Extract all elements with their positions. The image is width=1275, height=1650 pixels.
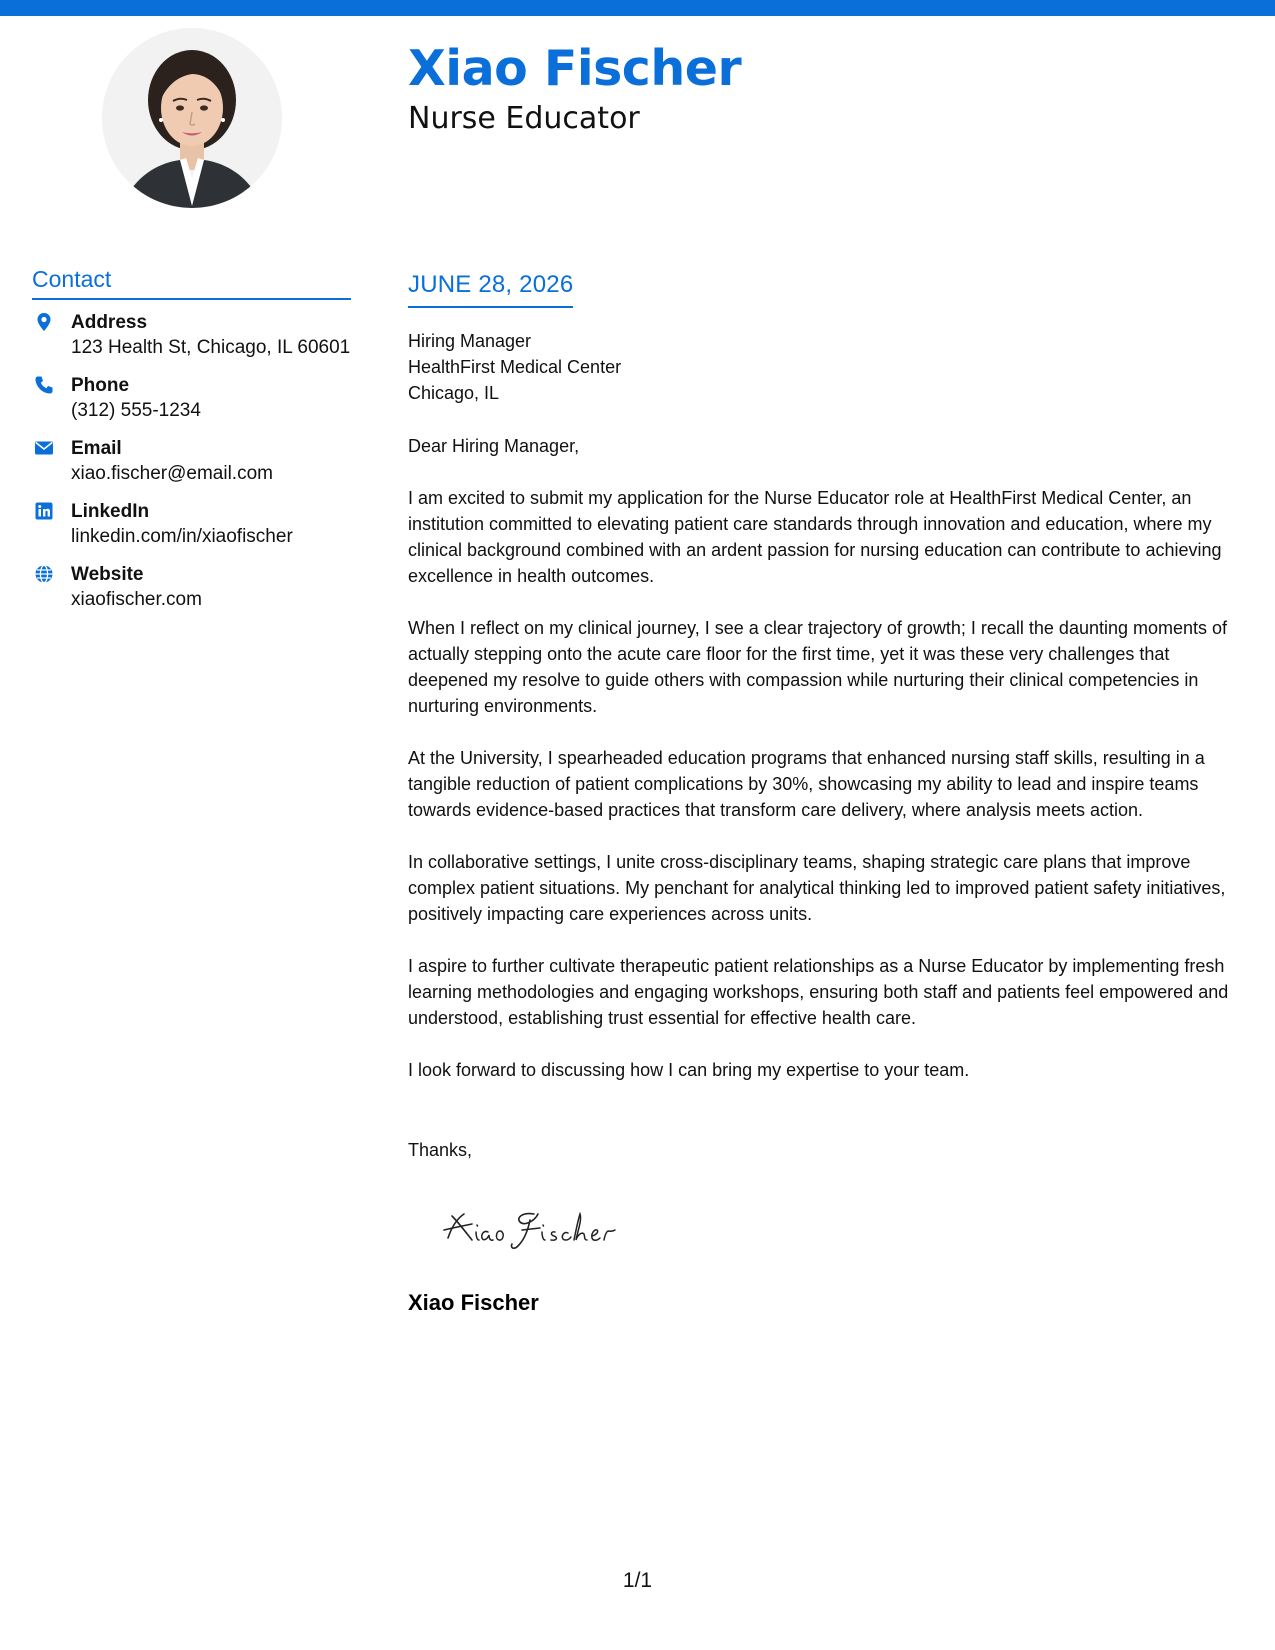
phone-label: Phone <box>71 375 130 396</box>
body-paragraph: I aspire to further cultivate therapeutic patient relationships as a Nurse Educator by implementing fresh learning methodologies and engaging workshops, ensuring both staff and patients feel empowered and understood, establishing trust essential for effective health care. <box>408 956 1229 1028</box>
contact-heading: Contact <box>32 266 351 300</box>
linkedin-value: linkedin.com/in/xiaofischer <box>71 526 293 547</box>
top-accent-bar <box>0 0 1275 16</box>
linkedin-label: LinkedIn <box>71 501 150 522</box>
address-value: 123 Health St, Chicago, IL 60601 <box>71 337 351 358</box>
phone-value: (312) 555-1234 <box>71 400 201 421</box>
phone-icon <box>34 375 54 395</box>
letter-date: JUNE 28, 2026 <box>408 270 573 308</box>
handwritten-signature <box>442 1200 642 1260</box>
email-icon <box>34 438 54 458</box>
body-paragraph: I am excited to submit my application for the Nurse Educator role at HealthFirst Medical Center, an institution committed to elevating patient care standards through innovation and education, where my clinical background combined with an ardent passion for nursing education can contribute to achieving excellence in health outcomes. <box>408 488 1222 586</box>
map-pin-icon <box>34 312 54 332</box>
job-title: Nurse Educator <box>408 101 640 136</box>
closing: Thanks, <box>408 1140 473 1160</box>
body-paragraph: I look forward to discussing how I can bring my expertise to your team. <box>408 1060 970 1080</box>
globe-icon <box>34 564 54 584</box>
candidate-name: Xiao Fischer <box>408 40 742 97</box>
contact-list <box>32 311 362 626</box>
recipient-block <box>408 328 1248 406</box>
email-label: Email <box>71 438 122 459</box>
body-paragraph: At the University, I spearheaded education programs that enhanced nursing staff skills, resulting in a tangible reduction of patient complications by 30%, showcasing my ability to lead and inspire teams towards evidence-based practices that transform care delivery, where analysis meets action. <box>408 748 1205 820</box>
address-label: Address <box>71 312 148 333</box>
letter-body <box>408 270 1248 1163</box>
contact-address <box>32 311 362 374</box>
profile-photo <box>102 28 282 208</box>
page-number: 1/1 <box>622 1569 653 1592</box>
website-value: xiaofischer.com <box>71 589 202 610</box>
linkedin-icon <box>34 501 54 521</box>
email-value: xiao.fischer@email.com <box>71 463 273 484</box>
contact-email <box>32 437 362 500</box>
recipient-line: Chicago, IL <box>408 383 500 403</box>
recipient-line: Hiring Manager <box>408 331 532 351</box>
contact-linkedin <box>32 500 362 563</box>
contact-website <box>32 563 362 626</box>
body-paragraph: In collaborative settings, I unite cross-disciplinary teams, shaping strategic care plans that improve complex patient situations. My penchant for analytical thinking led to improved patient safety initiatives, positively impacting care experiences across units. <box>408 852 1226 924</box>
recipient-line: HealthFirst Medical Center <box>408 357 622 377</box>
contact-phone <box>32 374 362 437</box>
website-label: Website <box>71 564 144 585</box>
body-paragraph: When I reflect on my clinical journey, I see a clear trajectory of growth; I recall the daunting moments of actually stepping onto the acute care floor for the first time, yet it was these very challenges that deepened my resolve to guide others with compassion while nurturing their clinical competencies in nurturing environments. <box>408 618 1228 716</box>
salutation: Dear Hiring Manager, <box>408 436 580 456</box>
signer-name: Xiao Fischer <box>408 1290 539 1315</box>
